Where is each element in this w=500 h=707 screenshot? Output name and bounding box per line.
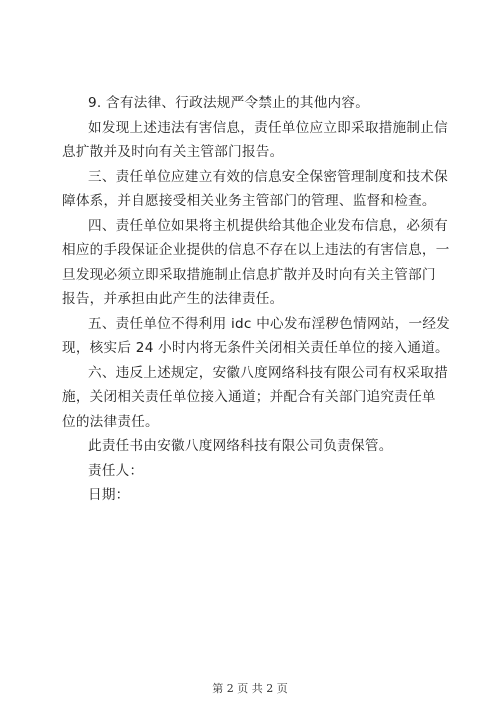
page-number-footer: 第 2 页 共 2 页 xyxy=(212,682,288,695)
section-6-line-3: 位的法律责任。 xyxy=(62,413,159,430)
section-4-line-4: 报告，并承担由此产生的法律责任。 xyxy=(62,291,284,307)
section-3-line-1: 三、责任单位应建立有效的信息安全保密管理制度和技术保 xyxy=(88,168,448,185)
clause-9-line: 9. 含有法律、行政法规严令禁止的其他内容。 xyxy=(88,95,370,111)
section-6-line-1: 六、违反上述规定，安徽八度网络科技有限公司有权采取措 xyxy=(88,364,448,381)
section-5-line-1: 五、责任单位不得利用 idc 中心发布淫秽色情网站，一经发 xyxy=(88,315,451,332)
custody-statement-line: 此责任书由安徽八度网络科技有限公司负责保管。 xyxy=(88,438,393,454)
section-3-line-2: 障体系，并自愿接受相关业务主管部门的管理、监督和检查。 xyxy=(62,193,436,209)
section-5-line-2: 现，核实后 24 小时内将无条件关闭相关责任单位的接入通道。 xyxy=(62,340,449,356)
section-4-line-1: 四、责任单位如果将主机提供给其他企业发布信息，必须有 xyxy=(88,217,448,234)
section-4-line-3: 旦发现必须立即采取措施制止信息扩散并及时向有关主管部门 xyxy=(62,266,436,283)
date-label: 日期： xyxy=(88,487,130,503)
document-body xyxy=(62,91,451,508)
violation-report-line-1: 如发现上述违法有害信息，责任单位应立即采取措施制止信 xyxy=(88,119,448,136)
responsible-person-label: 责任人： xyxy=(88,462,144,479)
section-6-line-2: 施，关闭相关责任单位接入通道；并配合有关部门追究责任单 xyxy=(62,389,436,405)
section-4-line-2: 相应的手段保证企业提供的信息不存在以上违法的有害信息，一 xyxy=(62,242,450,258)
violation-report-line-2: 息扩散并及时向有关主管部门报告。 xyxy=(62,144,284,160)
